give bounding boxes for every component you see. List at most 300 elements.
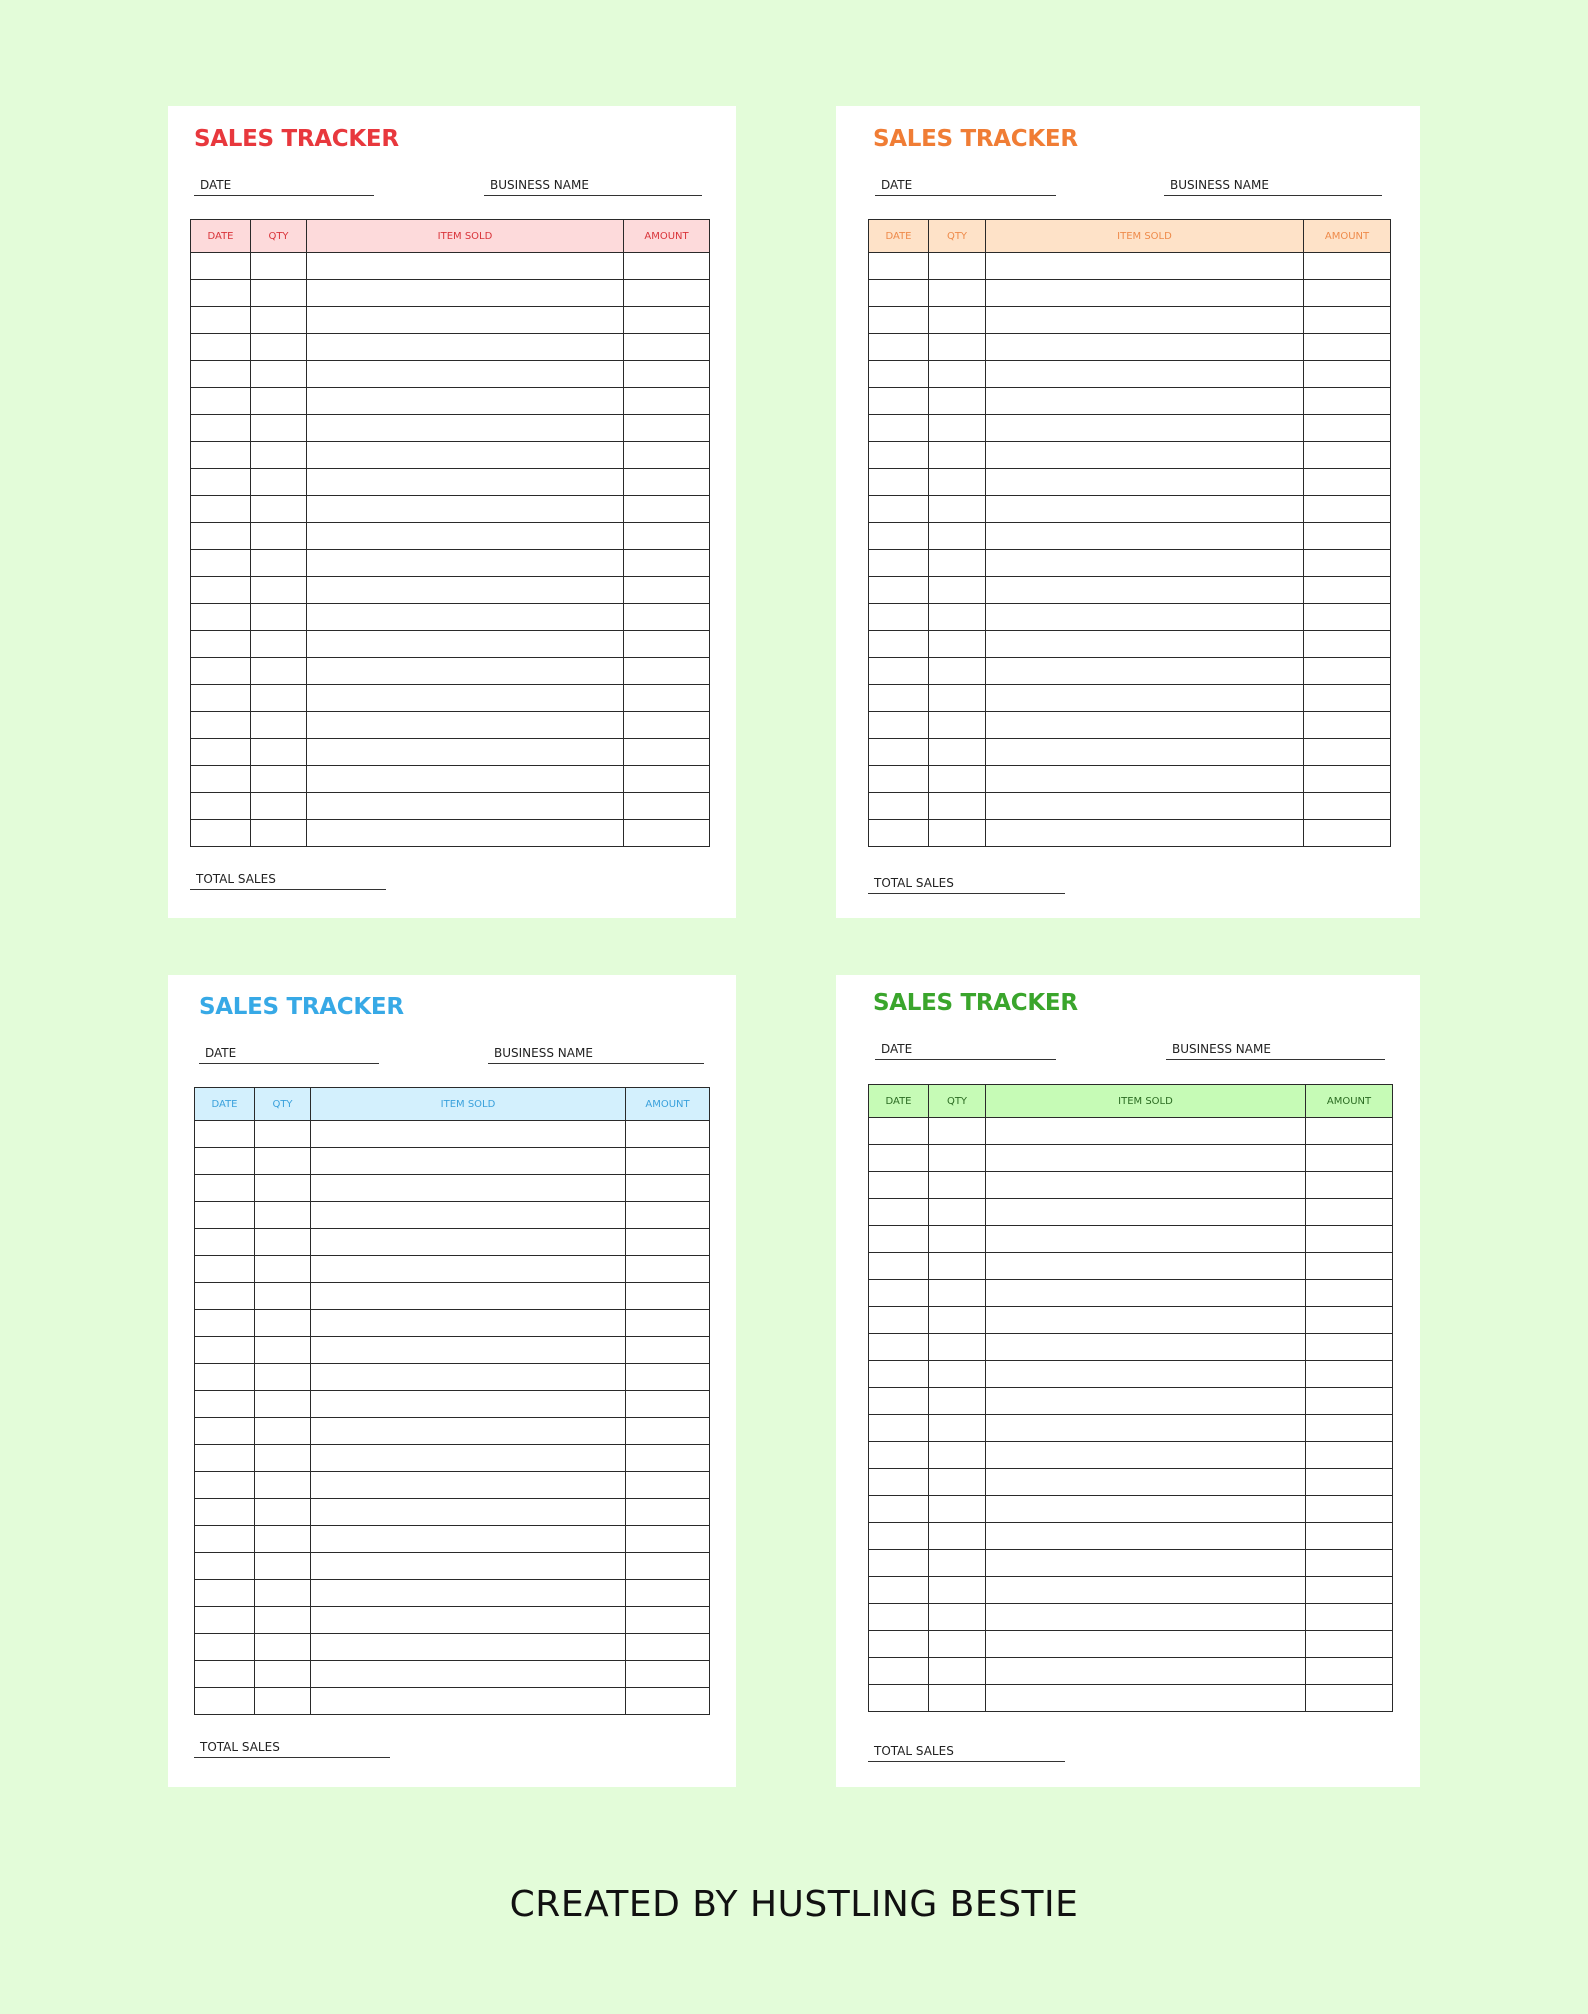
cell-item-sold[interactable] [307,415,624,442]
cell-item-sold[interactable] [986,1550,1306,1577]
cell-item-sold[interactable] [986,1145,1306,1172]
cell-qty[interactable] [251,577,307,604]
cell-amount[interactable] [624,307,710,334]
cell-date[interactable] [191,388,251,415]
cell-date[interactable] [191,658,251,685]
cell-amount[interactable] [1306,1685,1393,1712]
cell-qty[interactable] [251,820,307,847]
cell-qty[interactable] [929,1253,986,1280]
cell-qty[interactable] [251,604,307,631]
cell-amount[interactable] [624,685,710,712]
cell-amount[interactable] [1304,442,1391,469]
cell-amount[interactable] [626,1499,710,1526]
cell-qty[interactable] [929,1280,986,1307]
cell-amount[interactable] [1306,1631,1393,1658]
cell-item-sold[interactable] [986,253,1304,280]
cell-amount[interactable] [1306,1523,1393,1550]
cell-item-sold[interactable] [311,1391,626,1418]
cell-qty[interactable] [929,1415,986,1442]
cell-amount[interactable] [626,1634,710,1661]
cell-amount[interactable] [624,766,710,793]
cell-amount[interactable] [624,496,710,523]
cell-qty[interactable] [929,604,986,631]
cell-amount[interactable] [626,1337,710,1364]
cell-item-sold[interactable] [307,577,624,604]
cell-item-sold[interactable] [986,1685,1306,1712]
cell-date[interactable] [869,712,929,739]
business-name-field[interactable] [1166,1038,1385,1060]
date-field[interactable] [875,1038,1056,1060]
cell-item-sold[interactable] [986,550,1304,577]
cell-date[interactable] [195,1175,255,1202]
cell-date[interactable] [869,1388,929,1415]
cell-amount[interactable] [624,442,710,469]
cell-qty[interactable] [251,442,307,469]
cell-qty[interactable] [251,685,307,712]
cell-date[interactable] [869,361,929,388]
cell-item-sold[interactable] [986,1361,1306,1388]
cell-qty[interactable] [255,1391,311,1418]
cell-amount[interactable] [1306,1604,1393,1631]
cell-date[interactable] [195,1607,255,1634]
cell-amount[interactable] [1304,793,1391,820]
business-name-field[interactable] [488,1042,704,1064]
cell-qty[interactable] [251,550,307,577]
cell-date[interactable] [191,442,251,469]
cell-date[interactable] [195,1580,255,1607]
cell-item-sold[interactable] [986,1172,1306,1199]
cell-qty[interactable] [929,1685,986,1712]
cell-item-sold[interactable] [307,442,624,469]
cell-qty[interactable] [929,1442,986,1469]
cell-amount[interactable] [1304,820,1391,847]
cell-date[interactable] [195,1337,255,1364]
cell-qty[interactable] [929,334,986,361]
cell-amount[interactable] [1304,631,1391,658]
cell-item-sold[interactable] [986,793,1304,820]
cell-qty[interactable] [929,1604,986,1631]
cell-date[interactable] [191,415,251,442]
cell-date[interactable] [191,577,251,604]
cell-date[interactable] [191,496,251,523]
cell-item-sold[interactable] [986,739,1304,766]
cell-date[interactable] [869,415,929,442]
cell-date[interactable] [869,1658,929,1685]
cell-item-sold[interactable] [307,307,624,334]
cell-item-sold[interactable] [307,523,624,550]
cell-item-sold[interactable] [307,550,624,577]
cell-item-sold[interactable] [986,658,1304,685]
cell-qty[interactable] [255,1445,311,1472]
cell-amount[interactable] [624,658,710,685]
cell-amount[interactable] [1304,496,1391,523]
cell-item-sold[interactable] [311,1661,626,1688]
cell-item-sold[interactable] [311,1445,626,1472]
cell-qty[interactable] [251,712,307,739]
cell-item-sold[interactable] [986,1253,1306,1280]
cell-item-sold[interactable] [311,1472,626,1499]
cell-date[interactable] [869,685,929,712]
cell-date[interactable] [191,631,251,658]
cell-qty[interactable] [929,550,986,577]
cell-date[interactable] [195,1418,255,1445]
cell-amount[interactable] [1304,469,1391,496]
cell-amount[interactable] [1304,280,1391,307]
cell-item-sold[interactable] [986,307,1304,334]
cell-date[interactable] [191,523,251,550]
cell-item-sold[interactable] [986,1226,1306,1253]
cell-qty[interactable] [929,361,986,388]
cell-qty[interactable] [929,469,986,496]
cell-amount[interactable] [624,253,710,280]
cell-date[interactable] [195,1499,255,1526]
cell-amount[interactable] [1306,1253,1393,1280]
cell-item-sold[interactable] [986,1307,1306,1334]
cell-amount[interactable] [626,1283,710,1310]
cell-qty[interactable] [929,1226,986,1253]
cell-date[interactable] [869,307,929,334]
cell-date[interactable] [869,280,929,307]
cell-date[interactable] [195,1121,255,1148]
cell-qty[interactable] [929,793,986,820]
cell-date[interactable] [869,766,929,793]
cell-qty[interactable] [251,766,307,793]
cell-item-sold[interactable] [986,1118,1306,1145]
cell-item-sold[interactable] [311,1175,626,1202]
cell-amount[interactable] [1306,1442,1393,1469]
cell-amount[interactable] [626,1472,710,1499]
cell-qty[interactable] [929,820,986,847]
cell-amount[interactable] [1306,1658,1393,1685]
cell-item-sold[interactable] [986,334,1304,361]
date-field[interactable] [875,174,1056,196]
cell-amount[interactable] [624,388,710,415]
cell-qty[interactable] [929,1145,986,1172]
cell-amount[interactable] [1304,307,1391,334]
cell-qty[interactable] [255,1202,311,1229]
cell-qty[interactable] [251,334,307,361]
cell-amount[interactable] [626,1553,710,1580]
cell-amount[interactable] [626,1121,710,1148]
cell-date[interactable] [869,577,929,604]
cell-item-sold[interactable] [311,1607,626,1634]
cell-date[interactable] [191,820,251,847]
cell-amount[interactable] [624,523,710,550]
cell-qty[interactable] [929,1577,986,1604]
cell-item-sold[interactable] [311,1256,626,1283]
cell-item-sold[interactable] [307,361,624,388]
cell-qty[interactable] [255,1418,311,1445]
cell-amount[interactable] [1306,1415,1393,1442]
cell-date[interactable] [869,1253,929,1280]
cell-item-sold[interactable] [307,685,624,712]
cell-date[interactable] [869,1685,929,1712]
cell-date[interactable] [869,1496,929,1523]
cell-item-sold[interactable] [986,1442,1306,1469]
cell-item-sold[interactable] [986,442,1304,469]
cell-qty[interactable] [929,1334,986,1361]
cell-amount[interactable] [626,1661,710,1688]
cell-qty[interactable] [929,1199,986,1226]
cell-amount[interactable] [624,280,710,307]
cell-qty[interactable] [255,1256,311,1283]
cell-date[interactable] [191,334,251,361]
cell-date[interactable] [191,739,251,766]
total-sales-field[interactable] [190,868,386,890]
cell-amount[interactable] [626,1445,710,1472]
date-field[interactable] [194,174,374,196]
cell-qty[interactable] [929,685,986,712]
cell-item-sold[interactable] [311,1229,626,1256]
cell-item-sold[interactable] [311,1526,626,1553]
cell-amount[interactable] [624,550,710,577]
cell-item-sold[interactable] [311,1580,626,1607]
cell-qty[interactable] [929,442,986,469]
cell-item-sold[interactable] [307,766,624,793]
cell-item-sold[interactable] [986,1496,1306,1523]
cell-qty[interactable] [251,253,307,280]
cell-date[interactable] [869,631,929,658]
cell-amount[interactable] [1304,658,1391,685]
cell-amount[interactable] [1306,1496,1393,1523]
cell-date[interactable] [191,280,251,307]
cell-item-sold[interactable] [986,577,1304,604]
cell-item-sold[interactable] [311,1499,626,1526]
cell-qty[interactable] [255,1499,311,1526]
cell-item-sold[interactable] [986,820,1304,847]
cell-item-sold[interactable] [986,280,1304,307]
cell-amount[interactable] [1304,577,1391,604]
cell-item-sold[interactable] [986,1469,1306,1496]
cell-qty[interactable] [929,1307,986,1334]
cell-item-sold[interactable] [986,1280,1306,1307]
cell-amount[interactable] [624,415,710,442]
cell-item-sold[interactable] [986,604,1304,631]
cell-date[interactable] [869,469,929,496]
cell-qty[interactable] [251,361,307,388]
cell-qty[interactable] [255,1526,311,1553]
cell-amount[interactable] [1306,1118,1393,1145]
cell-amount[interactable] [624,361,710,388]
cell-qty[interactable] [251,388,307,415]
cell-amount[interactable] [1306,1199,1393,1226]
cell-qty[interactable] [255,1148,311,1175]
business-name-field[interactable] [1164,174,1382,196]
cell-qty[interactable] [251,523,307,550]
cell-item-sold[interactable] [986,1523,1306,1550]
cell-item-sold[interactable] [986,1631,1306,1658]
cell-qty[interactable] [251,496,307,523]
cell-amount[interactable] [624,469,710,496]
cell-item-sold[interactable] [311,1310,626,1337]
cell-item-sold[interactable] [986,361,1304,388]
cell-amount[interactable] [626,1175,710,1202]
cell-date[interactable] [195,1634,255,1661]
cell-amount[interactable] [1304,739,1391,766]
cell-date[interactable] [195,1310,255,1337]
cell-qty[interactable] [255,1229,311,1256]
cell-amount[interactable] [626,1229,710,1256]
cell-item-sold[interactable] [986,388,1304,415]
cell-amount[interactable] [1304,415,1391,442]
cell-qty[interactable] [255,1121,311,1148]
cell-date[interactable] [191,253,251,280]
cell-item-sold[interactable] [986,1199,1306,1226]
cell-amount[interactable] [1304,604,1391,631]
cell-amount[interactable] [624,820,710,847]
cell-qty[interactable] [255,1310,311,1337]
cell-qty[interactable] [255,1364,311,1391]
cell-qty[interactable] [929,658,986,685]
cell-qty[interactable] [929,1496,986,1523]
cell-amount[interactable] [1304,712,1391,739]
cell-item-sold[interactable] [307,793,624,820]
cell-item-sold[interactable] [311,1148,626,1175]
cell-date[interactable] [195,1688,255,1715]
cell-qty[interactable] [929,739,986,766]
cell-qty[interactable] [929,523,986,550]
cell-qty[interactable] [255,1472,311,1499]
cell-date[interactable] [869,1280,929,1307]
cell-amount[interactable] [1306,1334,1393,1361]
cell-date[interactable] [869,1577,929,1604]
cell-amount[interactable] [626,1310,710,1337]
cell-date[interactable] [869,1442,929,1469]
cell-item-sold[interactable] [307,658,624,685]
cell-amount[interactable] [626,1607,710,1634]
cell-amount[interactable] [1304,766,1391,793]
cell-amount[interactable] [624,577,710,604]
cell-item-sold[interactable] [307,604,624,631]
cell-amount[interactable] [1306,1577,1393,1604]
cell-date[interactable] [195,1526,255,1553]
total-sales-field[interactable] [868,1740,1065,1762]
cell-date[interactable] [869,1469,929,1496]
cell-item-sold[interactable] [307,388,624,415]
cell-date[interactable] [869,1361,929,1388]
cell-qty[interactable] [251,469,307,496]
cell-qty[interactable] [929,1388,986,1415]
cell-amount[interactable] [626,1364,710,1391]
cell-amount[interactable] [1304,550,1391,577]
cell-date[interactable] [191,793,251,820]
cell-amount[interactable] [1306,1307,1393,1334]
cell-item-sold[interactable] [311,1121,626,1148]
cell-item-sold[interactable] [311,1283,626,1310]
cell-amount[interactable] [1306,1550,1393,1577]
cell-date[interactable] [195,1472,255,1499]
cell-date[interactable] [195,1661,255,1688]
cell-qty[interactable] [251,280,307,307]
cell-date[interactable] [191,469,251,496]
cell-date[interactable] [869,1415,929,1442]
cell-amount[interactable] [626,1202,710,1229]
cell-amount[interactable] [1304,334,1391,361]
cell-qty[interactable] [251,793,307,820]
cell-date[interactable] [869,550,929,577]
cell-item-sold[interactable] [307,253,624,280]
cell-amount[interactable] [626,1148,710,1175]
cell-qty[interactable] [255,1553,311,1580]
cell-amount[interactable] [1304,685,1391,712]
cell-qty[interactable] [929,1118,986,1145]
cell-date[interactable] [869,1604,929,1631]
cell-item-sold[interactable] [307,820,624,847]
cell-amount[interactable] [624,631,710,658]
cell-date[interactable] [869,523,929,550]
cell-date[interactable] [869,388,929,415]
cell-qty[interactable] [929,1172,986,1199]
cell-amount[interactable] [1304,361,1391,388]
cell-qty[interactable] [255,1688,311,1715]
cell-amount[interactable] [1306,1172,1393,1199]
cell-amount[interactable] [626,1418,710,1445]
cell-item-sold[interactable] [986,496,1304,523]
cell-date[interactable] [191,307,251,334]
cell-qty[interactable] [929,307,986,334]
cell-item-sold[interactable] [307,712,624,739]
cell-amount[interactable] [624,793,710,820]
cell-date[interactable] [195,1391,255,1418]
cell-item-sold[interactable] [986,415,1304,442]
cell-item-sold[interactable] [311,1337,626,1364]
cell-amount[interactable] [626,1526,710,1553]
cell-date[interactable] [869,1172,929,1199]
cell-amount[interactable] [1306,1145,1393,1172]
cell-item-sold[interactable] [986,1415,1306,1442]
cell-qty[interactable] [251,631,307,658]
cell-date[interactable] [869,334,929,361]
cell-item-sold[interactable] [311,1418,626,1445]
cell-item-sold[interactable] [986,469,1304,496]
cell-qty[interactable] [251,307,307,334]
cell-date[interactable] [195,1445,255,1472]
cell-date[interactable] [869,1199,929,1226]
cell-item-sold[interactable] [311,1634,626,1661]
cell-qty[interactable] [251,658,307,685]
cell-date[interactable] [869,820,929,847]
cell-item-sold[interactable] [986,1577,1306,1604]
cell-date[interactable] [869,658,929,685]
date-field[interactable] [199,1042,379,1064]
cell-date[interactable] [869,739,929,766]
cell-amount[interactable] [624,334,710,361]
cell-amount[interactable] [624,739,710,766]
cell-qty[interactable] [255,1607,311,1634]
cell-date[interactable] [195,1553,255,1580]
cell-date[interactable] [191,766,251,793]
cell-date[interactable] [191,685,251,712]
cell-item-sold[interactable] [311,1553,626,1580]
cell-qty[interactable] [929,388,986,415]
cell-date[interactable] [869,1118,929,1145]
cell-date[interactable] [195,1283,255,1310]
cell-item-sold[interactable] [307,334,624,361]
cell-amount[interactable] [624,604,710,631]
cell-date[interactable] [869,442,929,469]
total-sales-field[interactable] [194,1736,390,1758]
cell-amount[interactable] [1306,1361,1393,1388]
cell-item-sold[interactable] [986,1334,1306,1361]
cell-item-sold[interactable] [311,1202,626,1229]
cell-amount[interactable] [626,1391,710,1418]
cell-date[interactable] [195,1256,255,1283]
cell-date[interactable] [195,1229,255,1256]
cell-qty[interactable] [255,1634,311,1661]
cell-qty[interactable] [929,631,986,658]
cell-date[interactable] [191,604,251,631]
cell-qty[interactable] [929,1469,986,1496]
